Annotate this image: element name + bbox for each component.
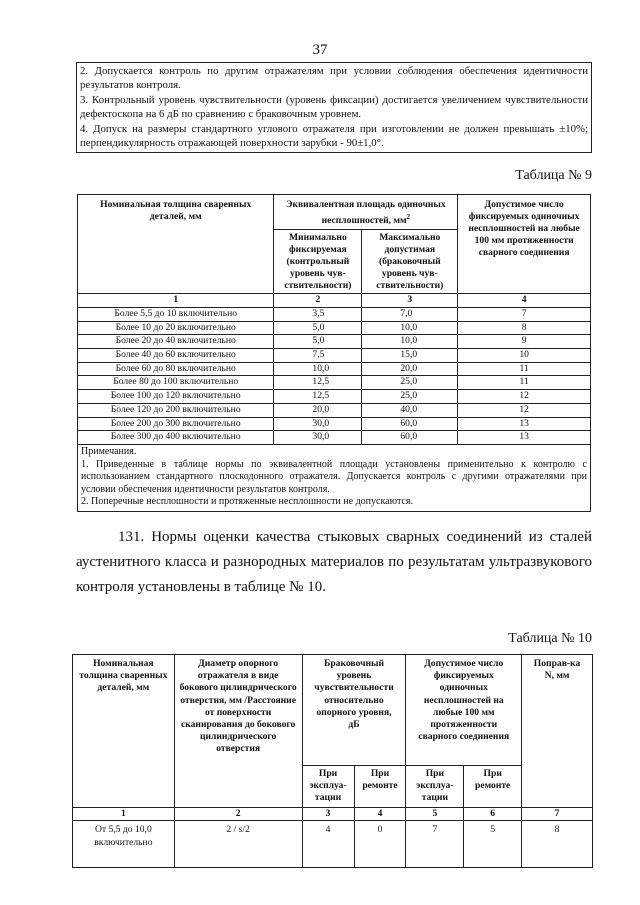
table-row: Более 80 до 100 включительно 12,5 25,0 11 <box>78 376 591 390</box>
t10-header-reflector: Диаметр опорного отражателя в виде бокового цилиндрического отверстия, мм /Расстояние от поверхности сканирования до бокового цилиндрического отверстия <box>174 655 302 808</box>
t10-colnum-1: 1 <box>73 807 175 820</box>
table10 <box>72 654 593 868</box>
t10-colnum-7: 7 <box>522 807 593 820</box>
table-row: Более 100 до 120 включительно 12,5 25,0 12 <box>78 390 591 404</box>
t10-colnum-5: 5 <box>406 807 464 820</box>
t9-header-max: Максимально допустимая (браковочный уровень чув-ствительности) <box>362 230 458 294</box>
top-notes-box <box>76 62 592 153</box>
t10-header-operation-count: При эксплуа-тации <box>406 766 464 808</box>
t9-header-thickness: Номинальная толщина сваренных деталей, мм <box>78 195 274 294</box>
t10-colnum-3: 3 <box>302 807 354 820</box>
t10-colnum-6: 6 <box>464 807 522 820</box>
t10-header-count: Допустимое число фиксируемых одиночных несплошностей на любые 100 мм протяженности сварного соединения <box>406 655 522 766</box>
table-row: Более 40 до 60 включительно 7,5 15,0 10 <box>78 349 591 363</box>
t10-header-reject-level: Браковочный уровень чувствительности относительно опорного уровня, дБ <box>302 655 406 766</box>
t9-notes <box>78 444 591 511</box>
t9-colnum-1: 1 <box>78 294 274 308</box>
table-row: Более 200 до 300 включительно 30,0 60,0 13 <box>78 417 591 431</box>
page-number: 37 <box>312 42 328 58</box>
table9 <box>77 194 591 512</box>
table-row: Более 120 до 200 включительно 20,0 40,0 12 <box>78 403 591 417</box>
paragraph-131: 131. Нормы оценки качества стыковых сварных соединений из сталей аустенитного класса и разнородных материалов по результатам ультразвукового контроля установлены в таблице № 10. <box>76 529 592 595</box>
t10-colnum-2: 2 <box>174 807 302 820</box>
t10-header-repair-count: При ремонте <box>464 766 522 808</box>
t9-note-2: 2. Поперечные несплошности и протяженные несплошности не допускаются. <box>81 496 413 508</box>
top-note-3: 3. Контрольный уровень чувствительности (уровень фиксации) достигается увеличением чувствительности дефектоскопа на 6 дБ по сравнению с браковочным уровнем. <box>80 93 588 121</box>
table10-caption: Таблица № 10 <box>508 631 592 646</box>
top-note-2: 2. Допускается контроль по другим отражателям при условии соблюдения обеспечения идентичности результатов контроля. <box>80 65 588 92</box>
t9-colnum-3: 3 <box>362 294 458 308</box>
t10-header-thickness: Номинальная толщина сваренных деталей, мм <box>73 655 175 808</box>
t9-header-area: Эквивалентная площадь одиночных несплошностей, $мм^2$ <box>274 195 458 230</box>
table-row: От 5,5 до 10,0 включительно 2 / s/2 4 0 7 5 8 <box>73 820 593 867</box>
table-row: Более 5,5 до 10 включительно 3,5 7,0 7 <box>78 307 591 321</box>
t9-note-1: 1. Приведенные в таблице нормы по эквивалентной площади установлены применительно к контролю с использованием стандартного плоскодонного отражателя. Допускается контроль с другими отражателями при условии обеспечения идентичности результатов контроля. <box>81 458 587 495</box>
t10-header-repair-db: При ремонте <box>354 766 406 808</box>
t9-notes-title: Примечания. <box>81 445 137 457</box>
t9-header-min: Минимально фиксируемая (контрольный уровень чув-ствительности) <box>274 230 362 294</box>
table-row: Более 300 до 400 включительно 30,0 60,0 13 <box>78 431 591 445</box>
table9-caption: Таблица № 9 <box>515 168 592 183</box>
table-row: Более 10 до 20 включительно 5,0 10,0 8 <box>78 321 591 335</box>
t10-header-operation-db: При эксплуа-тации <box>302 766 354 808</box>
t10-colnum-4: 4 <box>354 807 406 820</box>
t9-colnum-2: 2 <box>274 294 362 308</box>
t9-header-count: Допустимое число фиксируемых одиночных несплошностей на любые 100 мм протяженности сварного соединения <box>458 195 591 294</box>
t9-colnum-4: 4 <box>458 294 591 308</box>
t10-header-correction: Поправ-ка N, мм <box>522 655 593 808</box>
table-row: Более 20 до 40 включительно 5,0 10,0 9 <box>78 335 591 349</box>
top-note-4: 4. Допуск на размеры стандартного углового отражателя при изготовлении не должен превышать ±10%; перпендикулярность отражающей поверхности зарубки - 90±1,0°. <box>80 122 588 150</box>
table-row: Более 60 до 80 включительно 10,0 20,0 11 <box>78 362 591 376</box>
